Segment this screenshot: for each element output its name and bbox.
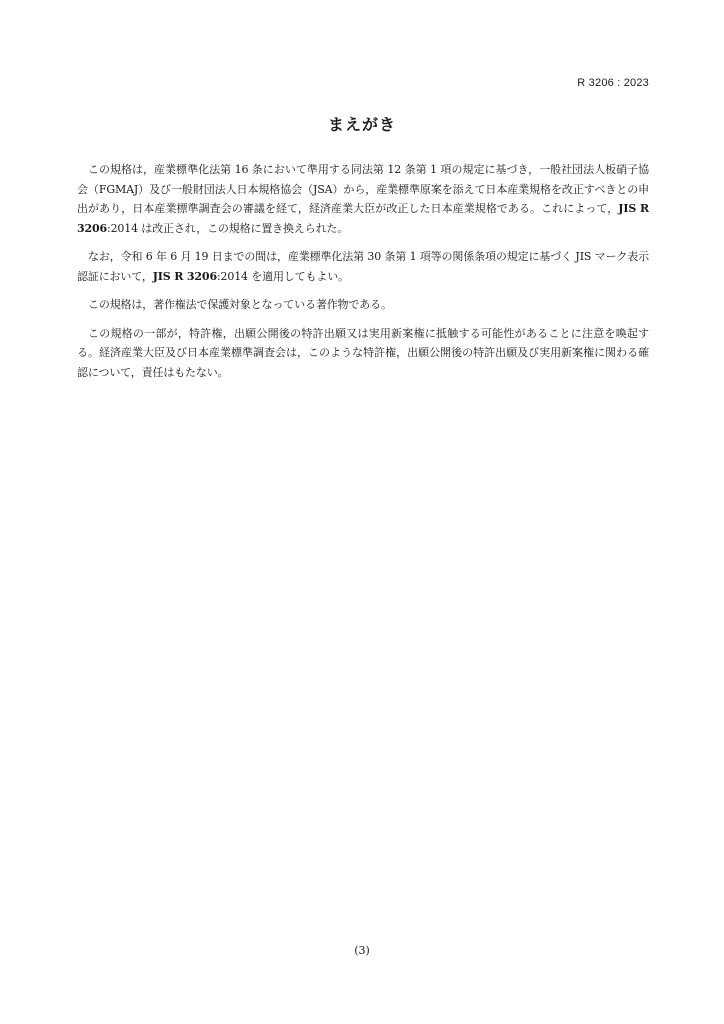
paragraph-revision xyxy=(77,160,649,238)
paragraph-patent-notice: この規格の一部が，特許権，出願公開後の特許出願又は実用新案権に抵触する可能性があることに注意を喚起する。経済産業大臣及び日本産業標準調査会は，このような特許権，出願公開後の特許出願及び実用新案権に関わる確認について，責任はもたない。 xyxy=(77,326,649,379)
paragraph-transition xyxy=(77,247,649,286)
document-id: R 3206 : 2023 xyxy=(577,77,649,89)
paragraph-text: なお，令和 6 年 6 月 19 日までの間は，産業標準化法第 30 条第 1 項等の関係条項の規定に基づく JIS マーク表示認証において， xyxy=(77,250,649,283)
paragraph-text: :2014 は改正され，この規格に置き換えられた。 xyxy=(107,221,349,235)
paragraph-copyright: この規格は，著作権法で保護対象となっている著作物である。 xyxy=(88,298,392,311)
document-body xyxy=(77,160,649,391)
page-title: まえがき xyxy=(327,115,396,134)
standard-number: JIS R 3206 xyxy=(152,269,217,283)
paragraph-text: :2014 を適用してもよい。 xyxy=(216,269,349,283)
page-number: (3) xyxy=(354,944,370,957)
paragraph-text: この規格は，産業標準化法第 16 条において準用する同法第 12 条第 1 項の規定に基づき，一般社団法人板硝子協会（FGMAJ）及び一般財団法人日本規格協会（JSA）から，産業標準原案を添えて日本産業規格を改正すべきとの申出があり，日本産業標準調査会の審議を経て，経済産業大臣が改正した日本産業規格である。これによって， xyxy=(77,163,649,215)
standard-number: JIS R 3206 xyxy=(77,202,650,235)
